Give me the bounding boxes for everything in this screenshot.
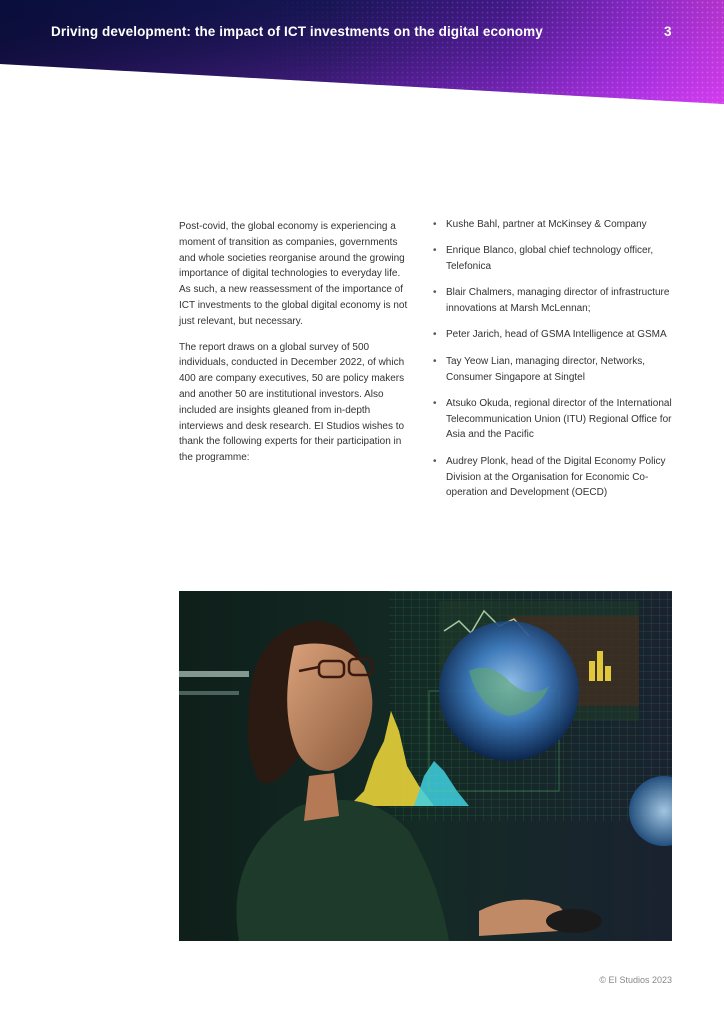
expert-item: • Blair Chalmers, managing director of infrastructure innovations at Marsh McLennan; bbox=[433, 285, 678, 317]
expert-item: • Audrey Plonk, head of the Digital Economy Policy Division at the Organisation for Economic Co-operation and Development (OECD) bbox=[433, 454, 678, 501]
photo-illustration bbox=[179, 591, 672, 941]
experts-list bbox=[433, 217, 678, 501]
header-banner bbox=[0, 0, 724, 110]
expert-item: • Tay Yeow Lian, managing director, Networks, Consumer Singapore at Singtel bbox=[433, 354, 678, 386]
hero-photo bbox=[179, 591, 672, 941]
expert-item: • Peter Jarich, head of GSMA Intelligence at GSMA bbox=[433, 327, 678, 343]
footer-copyright: © EI Studios 2023 bbox=[599, 975, 672, 985]
page-number: 3 bbox=[664, 24, 672, 39]
page-header-title: Driving development: the impact of ICT investments on the digital economy bbox=[51, 24, 543, 39]
experts-column bbox=[433, 217, 678, 512]
intro-paragraph: The report draws on a global survey of 500 individuals, conducted in December 2022, of which 400 are company executives, 50 are policy makers and another 50 are institutional investors. Also included are insights gleaned from in-depth interviews and desk research. EI Studios wishes to thank the following experts for their participation in the programme: bbox=[179, 341, 405, 464]
expert-item: • Enrique Blanco, global chief technology officer, Telefonica bbox=[433, 243, 678, 275]
banner-graphic bbox=[0, 0, 724, 110]
intro-paragraph: Post-covid, the global economy is experiencing a moment of transition as companies, governments and whole societies reorganise around the growing importance of digital technologies to everyday life. As such, a new reassessment of the importance of ICT investments to the global digital economy is not just relevant, but necessary. bbox=[179, 221, 408, 327]
expert-item: • Atsuko Okuda, regional director of the International Telecommunication Union (ITU) Regional Office for Asia and the Pacific bbox=[433, 396, 678, 443]
intro-column bbox=[179, 219, 414, 476]
expert-item: • Kushe Bahl, partner at McKinsey & Company bbox=[433, 217, 678, 233]
